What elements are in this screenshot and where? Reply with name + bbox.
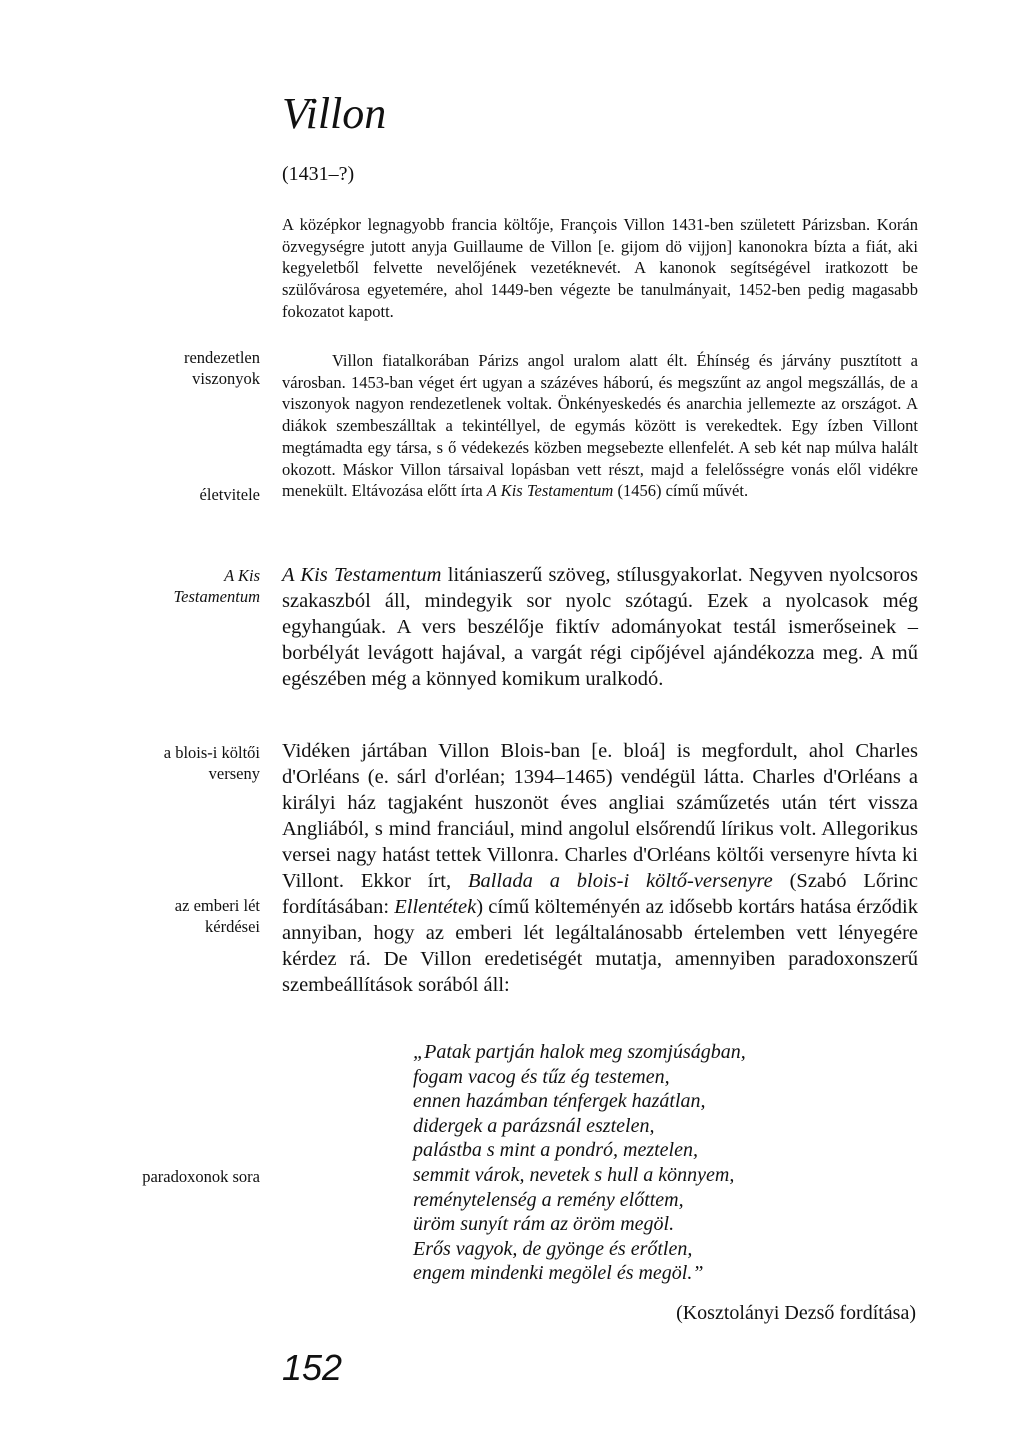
margin-note-human-existence bbox=[90, 895, 260, 937]
margin-note-line: kérdései bbox=[205, 917, 260, 936]
margin-note-paradoxes bbox=[90, 1166, 260, 1187]
margin-note-lifestyle bbox=[90, 484, 260, 505]
paragraph-kis-testamentum bbox=[282, 562, 918, 692]
paragraph-biography: A középkor legnagyobb francia költője, François Villon 1431-ben született Párizsban. Korán özvegységre jutott anyja Guillaume de Villon [e. gijom dö vijjon] kanonokra bízta a fiát, aki kegyeletből felvette nevelőjének vezetéknevét. A kanonok segítségével iratkozott be szülővárosa egyetemére, ahol 1449-ben végezte be tanulmányait, 1452-ben pedig magasabb fokozatot kapott. bbox=[282, 215, 918, 321]
margin-note-kis-testamentum bbox=[90, 565, 260, 607]
work-title: Ballada a blois-i költő-versenyre bbox=[467, 870, 773, 892]
paragraph-text: (Szabó Lőrinc fordításában: bbox=[282, 870, 918, 918]
poem-line: palástba s mint a pondró, meztelen, bbox=[413, 1139, 698, 1162]
work-title: A Kis Testamentum bbox=[282, 564, 442, 586]
margin-note-line: rendezetlen bbox=[183, 348, 260, 367]
margin-note-line: a blois-i költői bbox=[163, 743, 260, 762]
paragraph-text: Villon fiatalkorában Párizs angol uralom alatt élt. Éhínség és járvány pusztított a városban. 1453-ban véget ért ugyan a százéves háború, és megszűnt az angol megszállás, de a viszonyok nagyon rendezetlenek voltak. Önkényeskedés és anarchia jellemezte az országot. A diákok szembeszálltak a tekintéllyel, de egymás között is verekedtek. Egy ízben Villont megtámadta egy társa, s ő védekezés közben megsebezte ellenfelét. A seb két nap múlva halált okozott. Máskor Villon társaival lopásban vett részt, majd a felelősségre vonás elől vidékre menekült. Eltávozása előtt írta bbox=[282, 351, 918, 501]
margin-note-line: az emberi lét bbox=[174, 896, 260, 915]
poem-line: reménytelenség a remény előttem, bbox=[413, 1188, 684, 1211]
work-title: Ellentétek bbox=[394, 896, 477, 918]
poem-line: Erős vagyok, de gyönge és erőtlen, bbox=[413, 1237, 693, 1260]
margin-note-line: Testamentum bbox=[173, 587, 260, 606]
poem-excerpt bbox=[413, 1040, 746, 1286]
margin-note-line: verseny bbox=[208, 764, 260, 783]
work-title: A Kis Testamentum bbox=[486, 481, 614, 501]
margin-note-disorder bbox=[90, 347, 260, 389]
paragraph-text: litániaszerű szöveg, stílusgyakorlat. Negyven nyolcsoros szakaszból áll, mindegyik sor nyolc szótagú. Ezek a nyolcasok még egyhangúak. A vers beszélője fiktív adományokat testál ismerőseinek – borbélyát levágott hajával, a vargát régi cipőjével ajándékozza meg. A mű egészében még a könnyed komikum uralkodó. bbox=[282, 564, 918, 690]
margin-note-blois bbox=[90, 742, 260, 784]
translation-credit: (Kosztolányi Dezső fordítása) bbox=[676, 1302, 916, 1324]
margin-note-line: A Kis bbox=[224, 566, 260, 585]
poem-line: ennen hazámban ténfergek hazátlan, bbox=[413, 1090, 706, 1113]
poem-line: didergek a parázsnál esztelen, bbox=[413, 1114, 655, 1137]
poem-line: engem mindenki megölel és megöl.” bbox=[413, 1262, 704, 1285]
paragraph-text: (1456) című művét. bbox=[617, 481, 749, 501]
paragraph-text: ) című költeményén az idősebb kortárs hatása érződik annyiban, hogy az emberi lét legáltalánosabb értelemben vett lényegére kérdez rá. De Villon eredetiségét mutatja, amennyiben paradoxonszerű szembeállítások sorából áll: bbox=[282, 896, 918, 996]
margin-note-line: paradoxonok sora bbox=[142, 1167, 260, 1186]
margin-note-line: életvitele bbox=[199, 485, 260, 504]
poem-line: semmit várok, nevetek s hull a könnyem, bbox=[413, 1163, 735, 1186]
page-number: 152 bbox=[282, 1347, 343, 1388]
poem-line: üröm sunyít rám az öröm megöl. bbox=[413, 1213, 675, 1236]
poem-line: „Patak partján halok meg szomjúságban, bbox=[413, 1041, 746, 1063]
margin-note-line: viszonyok bbox=[192, 369, 260, 388]
paragraph-youth bbox=[282, 350, 918, 502]
poem-line: fogam vacog és tűz ég testemen, bbox=[413, 1065, 670, 1088]
life-dates: (1431–?) bbox=[282, 163, 355, 185]
paragraph-blois bbox=[282, 738, 918, 998]
page-title: Villon bbox=[282, 89, 387, 138]
paragraph-text: Vidéken jártában Villon Blois-ban [e. bloá] is megfordult, ahol Charles d'Orléans (e. sárl d'orléan; 1394–1465) vendégül látta. Charles d'Orléans a királyi ház tagjaként huszonöt éves angliai száműzetés után tért vissza Angliából, s mind franciául, mind angolul elsőrendű lírikus volt. Allegorikus versei nagy hatást tettek Villonra. Charles d'Orléans költői versenyre hívta ki Villont. Ekkor írt, bbox=[282, 740, 918, 892]
